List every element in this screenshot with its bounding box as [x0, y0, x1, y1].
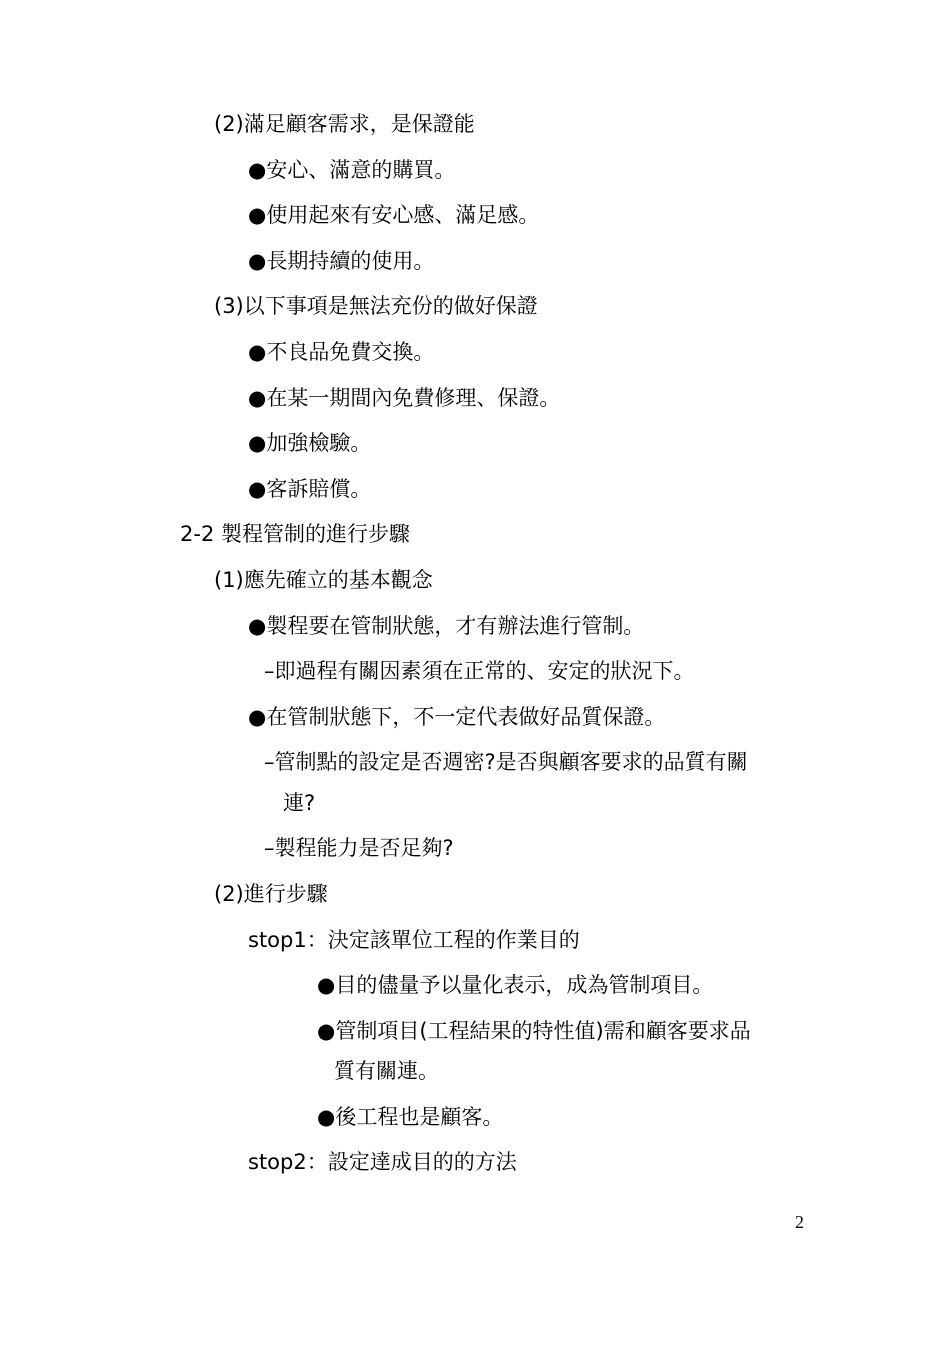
- step-heading: stop1：決定該單位工程的作業目的: [248, 928, 580, 952]
- list-item: ●製程要在管制狀態，才有辦法進行管制。: [248, 614, 645, 638]
- list-item: (3)以下事項是無法充份的做好保證: [214, 294, 538, 318]
- list-item: (2)進行步驟: [214, 882, 328, 906]
- step-heading: stop2：設定達成目的的方法: [248, 1150, 517, 1174]
- list-item: ●加強檢驗。: [248, 431, 372, 455]
- list-item: (2)滿足顧客需求，是保證能: [214, 112, 475, 136]
- list-item: ●在管制狀態下，不一定代表做好品質保證。: [248, 705, 666, 729]
- list-item: ●不良品免費交換。: [248, 340, 435, 364]
- list-item: –製程能力是否足夠?: [264, 836, 454, 860]
- list-item: ●目的儘量予以量化表示，成為管制項目。: [317, 973, 714, 997]
- list-item: ●在某一期間內免費修理、保證。: [248, 386, 561, 410]
- page-number: 2: [795, 1212, 804, 1232]
- section-heading: 2-2 製程管制的進行步驟: [180, 522, 410, 546]
- list-item: ●客訴賠償。: [248, 477, 372, 501]
- list-item: –管制點的設定是否週密?是否與顧客要求的品質有關: [264, 750, 748, 774]
- list-item: ●長期持續的使用。: [248, 249, 435, 273]
- list-item: ●安心、滿意的購買。: [248, 158, 456, 182]
- list-item-continuation: 連?: [283, 791, 316, 815]
- list-item: (1)應先確立的基本觀念: [214, 568, 433, 592]
- list-item-continuation: 質有關連。: [334, 1059, 439, 1083]
- list-item: –即過程有關因素須在正常的、安定的狀況下。: [264, 659, 695, 683]
- list-item: ●使用起來有安心感、滿足感。: [248, 203, 540, 227]
- list-item: ●管制項目(工程結果的特性值)需和顧客要求品: [317, 1019, 751, 1043]
- list-item: ●後工程也是顧客。: [317, 1105, 504, 1129]
